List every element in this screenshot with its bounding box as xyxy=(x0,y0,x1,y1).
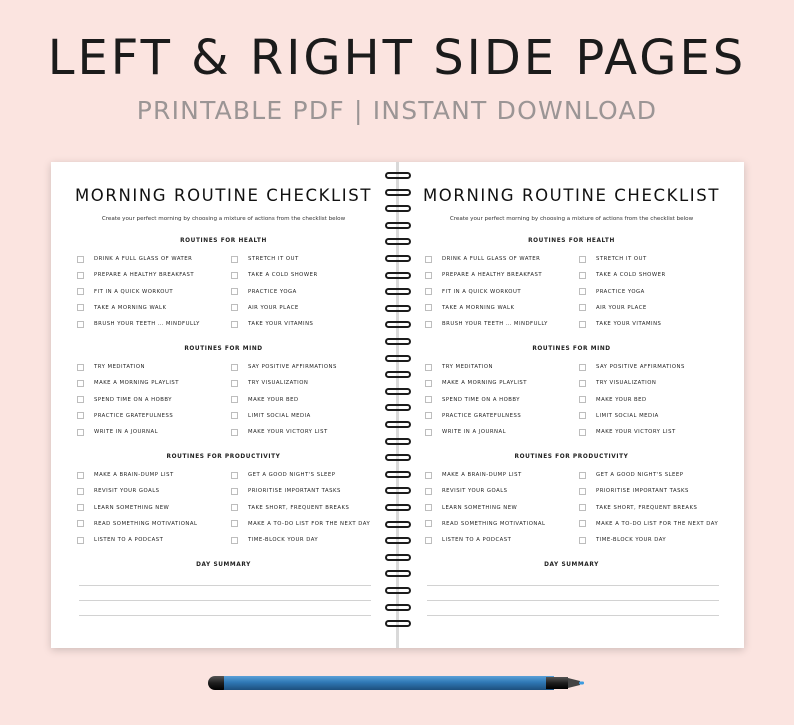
checklist-item-label: LISTEN TO A PODCAST xyxy=(94,537,164,544)
section-title: ROUTINES FOR PRODUCTIVITY xyxy=(166,454,281,460)
checkbox[interactable] xyxy=(425,472,432,479)
checkbox[interactable] xyxy=(425,304,432,311)
notebook-spread xyxy=(51,162,744,648)
checkbox[interactable] xyxy=(231,504,238,511)
checklist-item[interactable] xyxy=(77,287,173,297)
checkbox[interactable] xyxy=(579,380,586,387)
checklist-item[interactable] xyxy=(77,303,166,313)
checklist-item[interactable] xyxy=(425,470,522,480)
checklist-item-label: MAKE A BRAIN-DUMP LIST xyxy=(442,472,522,478)
binding-ring xyxy=(385,305,411,312)
binding-ring xyxy=(385,355,411,362)
checklist-item-label: GET A GOOD NIGHT'S SLEEP xyxy=(248,472,336,478)
binding-ring xyxy=(385,238,411,245)
checkbox[interactable] xyxy=(425,429,432,436)
checklist-item[interactable] xyxy=(579,254,647,264)
checkbox[interactable] xyxy=(231,520,238,527)
checklist-item-label: PREPARE A HEALTHY BREAKFAST xyxy=(94,272,195,279)
checkbox[interactable] xyxy=(231,321,238,328)
checklist-item[interactable] xyxy=(579,427,676,437)
checklist-item[interactable] xyxy=(579,411,659,421)
checklist-item-label: MAKE A TO-DO LIST FOR THE NEXT DAY xyxy=(248,520,371,527)
checklist-item[interactable] xyxy=(231,362,337,372)
binding-ring xyxy=(385,371,411,378)
checklist-item[interactable] xyxy=(231,270,318,280)
binding-ring xyxy=(385,604,411,611)
checklist-item[interactable] xyxy=(231,519,370,529)
checklist-item[interactable] xyxy=(77,319,200,329)
checklist-item[interactable] xyxy=(579,319,661,329)
checkbox[interactable] xyxy=(77,304,84,311)
checkbox[interactable] xyxy=(231,429,238,436)
checklist-item-label: WRITE IN A JOURNAL xyxy=(442,429,507,436)
checklist-item[interactable] xyxy=(579,395,647,405)
day-summary-title: DAY SUMMARY xyxy=(544,562,599,568)
checklist-item-label: MAKE YOUR VICTORY LIST xyxy=(248,429,328,436)
checklist-item[interactable] xyxy=(425,319,548,329)
checkbox[interactable] xyxy=(579,256,586,263)
checkbox[interactable] xyxy=(77,364,84,371)
binding-ring xyxy=(385,537,411,544)
checklist-item-label: DRINK A FULL GLASS OF WATER xyxy=(442,256,541,262)
checkbox[interactable] xyxy=(77,412,84,419)
checklist-item[interactable] xyxy=(231,303,299,313)
binding-ring xyxy=(385,521,411,528)
checklist-item[interactable] xyxy=(77,519,197,529)
summary-line[interactable] xyxy=(427,615,719,616)
summary-line[interactable] xyxy=(427,600,719,601)
summary-line[interactable] xyxy=(79,585,371,586)
checklist-item-label: PRACTICE YOGA xyxy=(248,288,297,295)
subheadline: PRINTABLE PDF | INSTANT DOWNLOAD xyxy=(136,96,658,125)
checkbox[interactable] xyxy=(579,396,586,403)
headline: LEFT & RIGHT SIDE PAGES xyxy=(47,30,747,86)
checkbox[interactable] xyxy=(77,429,84,436)
checklist-item-label: TIME-BLOCK YOUR DAY xyxy=(248,537,319,544)
checklist-item-label: PRIORITISE IMPORTANT TASKS xyxy=(248,488,341,495)
checkbox[interactable] xyxy=(425,396,432,403)
checkbox[interactable] xyxy=(77,288,84,295)
checkbox[interactable] xyxy=(231,412,238,419)
binding-ring xyxy=(385,272,411,279)
binding-ring xyxy=(385,454,411,461)
binding-ring xyxy=(385,554,411,561)
checklist-item-label: TAKE SHORT, FREQUENT BREAKS xyxy=(248,504,350,511)
checklist-item-label: BRUSH YOUR TEETH … MINDFULLY xyxy=(442,321,548,328)
checklist-item[interactable] xyxy=(77,470,174,480)
checklist-item[interactable] xyxy=(231,254,299,264)
checklist-item[interactable] xyxy=(425,535,511,545)
checklist-item[interactable] xyxy=(77,270,194,280)
checklist-item-label: STRETCH IT OUT xyxy=(596,256,647,262)
checklist-item-label: FIT IN A QUICK WORKOUT xyxy=(94,288,174,295)
checkbox[interactable] xyxy=(579,520,586,527)
binding-ring xyxy=(385,172,411,179)
checklist-item[interactable] xyxy=(579,503,697,513)
page-title: MORNING ROUTINE CHECKLIST xyxy=(74,186,373,205)
checklist-item-label: AIR YOUR PLACE xyxy=(248,304,299,311)
checklist-item[interactable] xyxy=(425,411,521,421)
checkbox[interactable] xyxy=(77,472,84,479)
checklist-item-label: MAKE A TO-DO LIST FOR THE NEXT DAY xyxy=(596,520,719,527)
checkbox[interactable] xyxy=(425,256,432,263)
checklist-item-label: PRACTICE GRATEFULNESS xyxy=(94,412,174,419)
checklist-item-label: SPEND TIME ON A HOBBY xyxy=(94,396,173,403)
checklist-item-label: FIT IN A QUICK WORKOUT xyxy=(442,288,522,295)
checklist-item-label: READ SOMETHING MOTIVATIONAL xyxy=(442,520,546,527)
checklist-item[interactable] xyxy=(231,411,311,421)
checklist-item[interactable] xyxy=(77,535,163,545)
checkbox[interactable] xyxy=(425,364,432,371)
checklist-item[interactable] xyxy=(425,362,493,372)
binding-ring xyxy=(385,404,411,411)
binding-ring xyxy=(385,255,411,262)
checkbox[interactable] xyxy=(579,429,586,436)
checklist-item-label: DRINK A FULL GLASS OF WATER xyxy=(94,256,193,262)
checklist-item[interactable] xyxy=(579,486,689,496)
checklist-item[interactable] xyxy=(231,470,335,480)
left-page xyxy=(51,162,396,648)
binding-ring xyxy=(385,321,411,328)
checklist-item-label: REVISIT YOUR GOALS xyxy=(94,488,160,495)
checklist-item-label: PRACTICE YOGA xyxy=(596,288,645,295)
checklist-item-label: MAKE YOUR BED xyxy=(596,396,647,403)
checklist-item[interactable] xyxy=(579,378,656,388)
checklist-item[interactable] xyxy=(425,287,521,297)
checkbox[interactable] xyxy=(231,288,238,295)
checkbox[interactable] xyxy=(425,537,432,544)
checklist-item-label: SPEND TIME ON A HOBBY xyxy=(442,396,521,403)
checklist-item-label: WRITE IN A JOURNAL xyxy=(94,429,159,436)
checkbox[interactable] xyxy=(77,537,84,544)
binding-ring xyxy=(385,388,411,395)
checkbox[interactable] xyxy=(231,396,238,403)
checklist-item[interactable] xyxy=(77,395,172,405)
checkbox[interactable] xyxy=(231,272,238,279)
checklist-item-label: MAKE A BRAIN-DUMP LIST xyxy=(94,472,174,478)
binding-ring xyxy=(385,504,411,511)
checklist-item-label: PRIORITISE IMPORTANT TASKS xyxy=(596,488,689,495)
checklist-item-label: LEARN SOMETHING NEW xyxy=(442,504,518,511)
summary-line[interactable] xyxy=(427,585,719,586)
checklist-item[interactable] xyxy=(579,270,666,280)
binding-ring xyxy=(385,222,411,229)
checklist-item-label: SAY POSITIVE AFFIRMATIONS xyxy=(248,364,337,370)
binding-ring xyxy=(385,471,411,478)
section-title: ROUTINES FOR MIND xyxy=(532,346,611,352)
checkbox[interactable] xyxy=(231,488,238,495)
binding-ring xyxy=(385,421,411,428)
checklist-item-label: TRY VISUALIZATION xyxy=(596,380,657,387)
checklist-item-label: TAKE A COLD SHOWER xyxy=(596,272,666,279)
checklist-item[interactable] xyxy=(579,470,683,480)
checkbox[interactable] xyxy=(77,256,84,263)
checklist-item-label: MAKE A MORNING PLAYLIST xyxy=(94,380,180,387)
checklist-item-label: LIMIT SOCIAL MEDIA xyxy=(248,412,311,419)
checklist-item-label: LEARN SOMETHING NEW xyxy=(94,504,170,511)
checklist-item-label: BRUSH YOUR TEETH … MINDFULLY xyxy=(94,321,200,328)
checklist-item-label: LISTEN TO A PODCAST xyxy=(442,537,512,544)
checklist-item-label: MAKE YOUR BED xyxy=(248,396,299,403)
checkbox[interactable] xyxy=(425,288,432,295)
checklist-item-label: TRY MEDITATION xyxy=(442,364,494,370)
checklist-item[interactable] xyxy=(77,254,192,264)
checkbox[interactable] xyxy=(77,380,84,387)
binding-ring xyxy=(385,189,411,196)
binding-ring xyxy=(385,205,411,212)
checkbox[interactable] xyxy=(425,272,432,279)
checklist-item[interactable] xyxy=(425,486,508,496)
section-title: ROUTINES FOR HEALTH xyxy=(180,238,267,244)
checkbox[interactable] xyxy=(579,321,586,328)
binding-ring xyxy=(385,620,411,627)
marker-pen-icon xyxy=(206,674,586,692)
binding-ring xyxy=(385,288,411,295)
checklist-item[interactable] xyxy=(77,378,179,388)
checklist-item[interactable] xyxy=(77,362,145,372)
checklist-item[interactable] xyxy=(579,303,647,313)
checklist-item[interactable] xyxy=(231,395,299,405)
checklist-item[interactable] xyxy=(579,535,666,545)
checklist-item-label: TAKE A MORNING WALK xyxy=(94,304,167,311)
summary-line[interactable] xyxy=(79,615,371,616)
checklist-item-label: LIMIT SOCIAL MEDIA xyxy=(596,412,659,419)
checkbox[interactable] xyxy=(231,256,238,263)
checkbox[interactable] xyxy=(231,380,238,387)
page-title: MORNING ROUTINE CHECKLIST xyxy=(422,186,721,205)
checklist-item[interactable] xyxy=(425,254,540,264)
checklist-item-label: TAKE YOUR VITAMINS xyxy=(248,321,314,328)
checklist-item[interactable] xyxy=(231,319,313,329)
checkbox[interactable] xyxy=(579,488,586,495)
checkbox[interactable] xyxy=(579,364,586,371)
checkbox[interactable] xyxy=(77,396,84,403)
checklist-item-label: SAY POSITIVE AFFIRMATIONS xyxy=(596,364,685,370)
checklist-item-label: TRY VISUALIZATION xyxy=(248,380,309,387)
checklist-item[interactable] xyxy=(425,378,527,388)
checkbox[interactable] xyxy=(77,520,84,527)
checkbox[interactable] xyxy=(231,472,238,479)
section-title: ROUTINES FOR HEALTH xyxy=(528,238,615,244)
checkbox[interactable] xyxy=(579,304,586,311)
checkbox[interactable] xyxy=(425,380,432,387)
checklist-item[interactable] xyxy=(425,395,520,405)
checkbox[interactable] xyxy=(425,412,432,419)
checklist-item-label: STRETCH IT OUT xyxy=(248,256,299,262)
checkbox[interactable] xyxy=(77,321,84,328)
section-title: ROUTINES FOR MIND xyxy=(184,346,263,352)
checklist-item[interactable] xyxy=(425,270,542,280)
checklist-item-label: AIR YOUR PLACE xyxy=(596,304,647,311)
binding-ring xyxy=(385,338,411,345)
checkbox[interactable] xyxy=(231,537,238,544)
checklist-item[interactable] xyxy=(579,287,645,297)
checklist-item-label: MAKE YOUR VICTORY LIST xyxy=(596,429,676,436)
checklist-item[interactable] xyxy=(231,427,328,437)
checkbox[interactable] xyxy=(231,304,238,311)
checkbox[interactable] xyxy=(579,504,586,511)
checkbox[interactable] xyxy=(425,504,432,511)
checklist-item-label: TAKE SHORT, FREQUENT BREAKS xyxy=(596,504,698,511)
checklist-item[interactable] xyxy=(425,519,545,529)
checkbox[interactable] xyxy=(579,288,586,295)
checkbox[interactable] xyxy=(579,272,586,279)
binding-ring xyxy=(385,570,411,577)
checkbox[interactable] xyxy=(425,488,432,495)
binding-ring xyxy=(385,438,411,445)
checkbox[interactable] xyxy=(425,321,432,328)
checkbox[interactable] xyxy=(77,488,84,495)
checklist-item-label: TAKE A COLD SHOWER xyxy=(248,272,318,279)
checklist-item[interactable] xyxy=(77,411,173,421)
page-intro: Create your perfect morning by choosing a mixture of actions from the checklist below xyxy=(449,216,694,222)
checklist-item-label: PRACTICE GRATEFULNESS xyxy=(442,412,522,419)
checkbox[interactable] xyxy=(77,272,84,279)
checklist-item[interactable] xyxy=(425,503,517,513)
checklist-item-label: READ SOMETHING MOTIVATIONAL xyxy=(94,520,198,527)
checklist-item-label: MAKE A MORNING PLAYLIST xyxy=(442,380,528,387)
summary-line[interactable] xyxy=(79,600,371,601)
checkbox[interactable] xyxy=(579,472,586,479)
checklist-item-label: REVISIT YOUR GOALS xyxy=(442,488,508,495)
checklist-item-label: PREPARE A HEALTHY BREAKFAST xyxy=(442,272,543,279)
checklist-item[interactable] xyxy=(77,503,169,513)
binding-ring xyxy=(385,487,411,494)
day-summary-title: DAY SUMMARY xyxy=(196,562,251,568)
checklist-item[interactable] xyxy=(231,287,297,297)
checkbox[interactable] xyxy=(425,520,432,527)
checklist-item-label: GET A GOOD NIGHT'S SLEEP xyxy=(596,472,684,478)
checklist-item[interactable] xyxy=(77,427,158,437)
checklist-item[interactable] xyxy=(425,427,506,437)
checkbox[interactable] xyxy=(231,364,238,371)
checklist-item[interactable] xyxy=(579,519,718,529)
page-intro: Create your perfect morning by choosing a mixture of actions from the checklist below xyxy=(101,216,346,222)
checklist-item[interactable] xyxy=(231,486,341,496)
checklist-item[interactable] xyxy=(231,503,349,513)
checklist-item[interactable] xyxy=(579,362,685,372)
binding-ring xyxy=(385,587,411,594)
checklist-item-label: TIME-BLOCK YOUR DAY xyxy=(596,537,667,544)
section-title: ROUTINES FOR PRODUCTIVITY xyxy=(514,454,629,460)
right-page xyxy=(399,162,744,648)
checkbox[interactable] xyxy=(579,537,586,544)
checklist-item[interactable] xyxy=(231,378,308,388)
checklist-item[interactable] xyxy=(231,535,318,545)
checklist-item-label: TRY MEDITATION xyxy=(94,364,146,370)
checklist-item-label: TAKE YOUR VITAMINS xyxy=(596,321,662,328)
checklist-item[interactable] xyxy=(425,303,514,313)
checkbox[interactable] xyxy=(579,412,586,419)
checklist-item-label: TAKE A MORNING WALK xyxy=(442,304,515,311)
checklist-item[interactable] xyxy=(77,486,160,496)
checkbox[interactable] xyxy=(77,504,84,511)
